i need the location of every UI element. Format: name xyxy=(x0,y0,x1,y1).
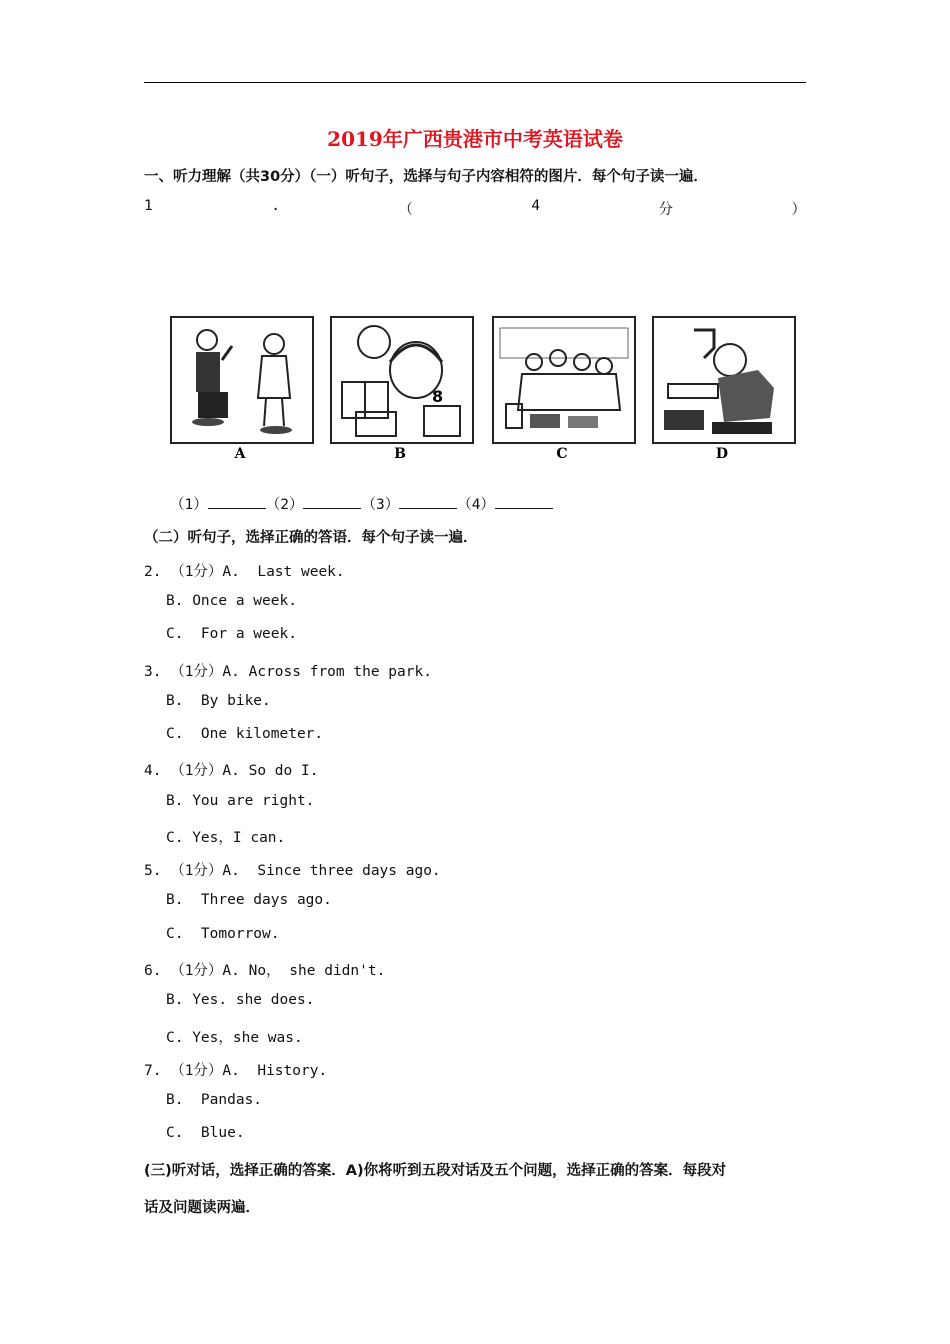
blank-4-label: （4） xyxy=(457,497,495,513)
picture-b xyxy=(330,316,474,444)
q1-left-paren: （ xyxy=(398,202,413,218)
question-4-option-b: B. You are right. xyxy=(166,793,315,809)
question-6-option-c: C. Yes，she was. xyxy=(166,1030,303,1046)
question-2-option-b: B. Once a week. xyxy=(166,593,297,609)
picture-d xyxy=(652,316,796,444)
picture-c xyxy=(492,316,636,444)
section-3-heading-line-1: (三)听对话，选择正确的答案．A)你将听到五段对话及五个问题，选择正确的答案．每段对 xyxy=(144,1163,727,1179)
q1-unit: 分 xyxy=(658,202,674,218)
question-5-option-b: B. Three days ago. xyxy=(166,892,332,908)
picture-options xyxy=(168,316,798,466)
question-4: 4. （1分）A. So do I. xyxy=(144,763,319,779)
question-6: 6. （1分）A. No， she didn't. xyxy=(144,963,386,979)
blank-2[interactable] xyxy=(303,494,361,509)
section-1-heading: 一、听力理解（共30分）（一）听句子，选择与句子内容相符的图片．每个句子读一遍． xyxy=(144,169,708,185)
blank-1[interactable] xyxy=(208,494,266,509)
section-3-heading-line-2: 话及问题读两遍． xyxy=(144,1200,260,1216)
blank-4[interactable] xyxy=(495,494,553,509)
question-2-option-c: C. For a week. xyxy=(166,626,297,642)
q1-points: 4 xyxy=(531,198,541,214)
header-rule xyxy=(144,82,806,83)
picture-c-label: C xyxy=(556,446,568,462)
blank-1-label: （1） xyxy=(170,497,208,513)
question-7-option-b: B. Pandas. xyxy=(166,1092,263,1108)
picture-d-label: D xyxy=(715,446,729,462)
question-3-option-b: B. By bike. xyxy=(166,693,271,709)
answer-blanks xyxy=(170,493,553,514)
picture-a-label: A xyxy=(234,446,246,462)
question-1-line xyxy=(144,198,806,219)
blank-3-label: （3） xyxy=(361,497,400,513)
question-3: 3. （1分）A. Across from the park. xyxy=(144,664,432,680)
picture-b-label: B xyxy=(394,446,406,462)
section-2-heading: （二）听句子，选择正确的答语．每个句子读一遍． xyxy=(144,530,478,546)
question-2: 2. （1分）A. Last week. xyxy=(144,564,345,580)
blank-2-label: （2） xyxy=(265,497,304,513)
question-5-option-c: C. Tomorrow. xyxy=(166,926,280,942)
q1-dot: . xyxy=(271,198,280,214)
question-6-option-b: B. Yes. she does. xyxy=(166,992,315,1008)
exam-title: 2019年广西贵港市中考英语试卷 xyxy=(327,127,623,151)
question-7: 7. （1分）A. History. xyxy=(144,1063,328,1079)
picture-a xyxy=(170,316,314,444)
q1-number: 1 xyxy=(144,198,153,214)
question-7-option-c: C. Blue. xyxy=(166,1125,245,1141)
svg-text:8: 8 xyxy=(432,387,444,406)
q1-right-paren: ） xyxy=(791,202,806,218)
question-3-option-c: C. One kilometer. xyxy=(166,726,324,742)
question-4-option-c: C. Yes，I can. xyxy=(166,830,286,846)
question-5: 5. （1分）A. Since three days ago. xyxy=(144,863,441,879)
blank-3[interactable] xyxy=(399,494,457,509)
